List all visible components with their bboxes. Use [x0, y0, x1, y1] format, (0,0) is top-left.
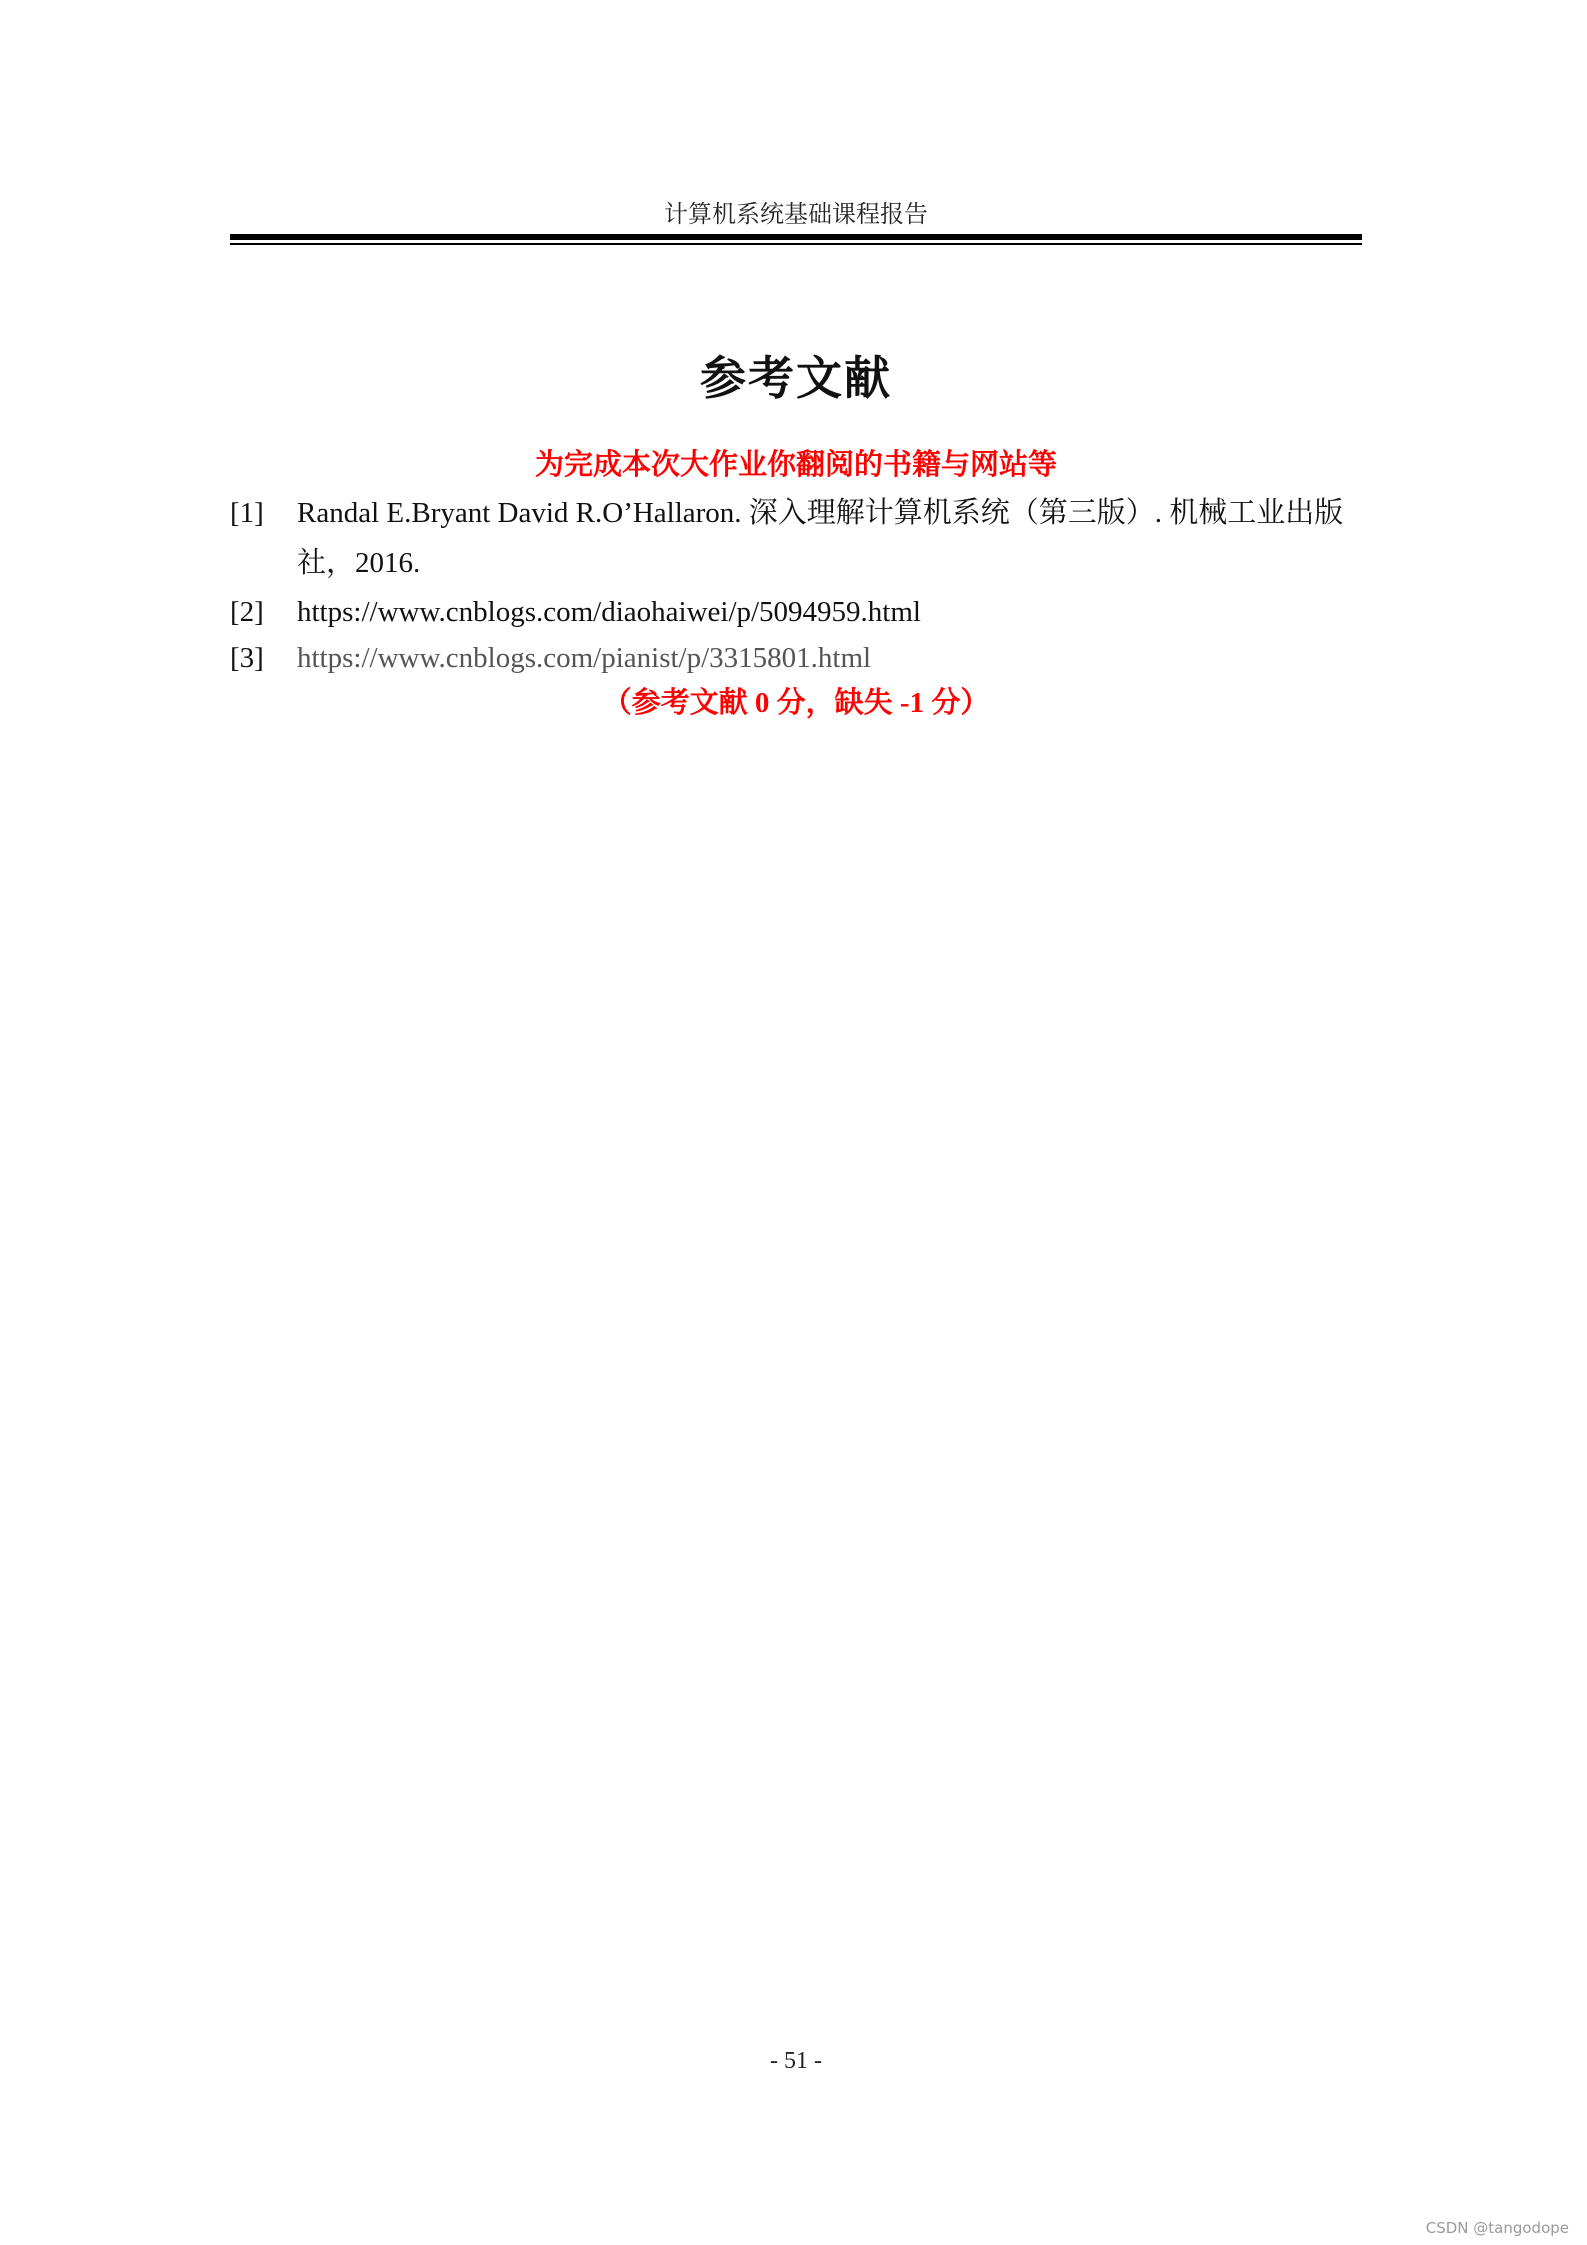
reference-text: Randal E.Bryant David R.O’Hallaron. 深入理解计算机系统（第三版）. 机械工业出版社，2016.	[297, 497, 1344, 579]
reference-item	[230, 488, 1362, 588]
reference-item	[230, 589, 1362, 635]
header-divider-thick	[230, 234, 1362, 240]
reference-list	[230, 488, 1362, 681]
reference-item	[230, 635, 1362, 681]
reference-number: [3]	[230, 642, 264, 674]
running-header: 计算机系统基础课程报告	[664, 202, 928, 228]
scoring-note: （参考文献 0 分，缺失 -1 分）	[602, 687, 990, 719]
header-divider-thin	[230, 243, 1362, 245]
reference-number: [1]	[230, 497, 264, 529]
page-number: - 51 -	[770, 2048, 822, 2074]
reference-url[interactable]: https://www.cnblogs.com/diaohaiwei/p/5094959.html	[297, 596, 921, 628]
reference-number: [2]	[230, 596, 264, 628]
watermark: CSDN @tangodope	[1425, 2219, 1569, 2237]
reference-url[interactable]: https://www.cnblogs.com/pianist/p/3315801.html	[297, 642, 872, 674]
instruction-note: 为完成本次大作业你翻阅的书籍与网站等	[534, 449, 1057, 481]
page-title: 参考文献	[700, 351, 892, 405]
